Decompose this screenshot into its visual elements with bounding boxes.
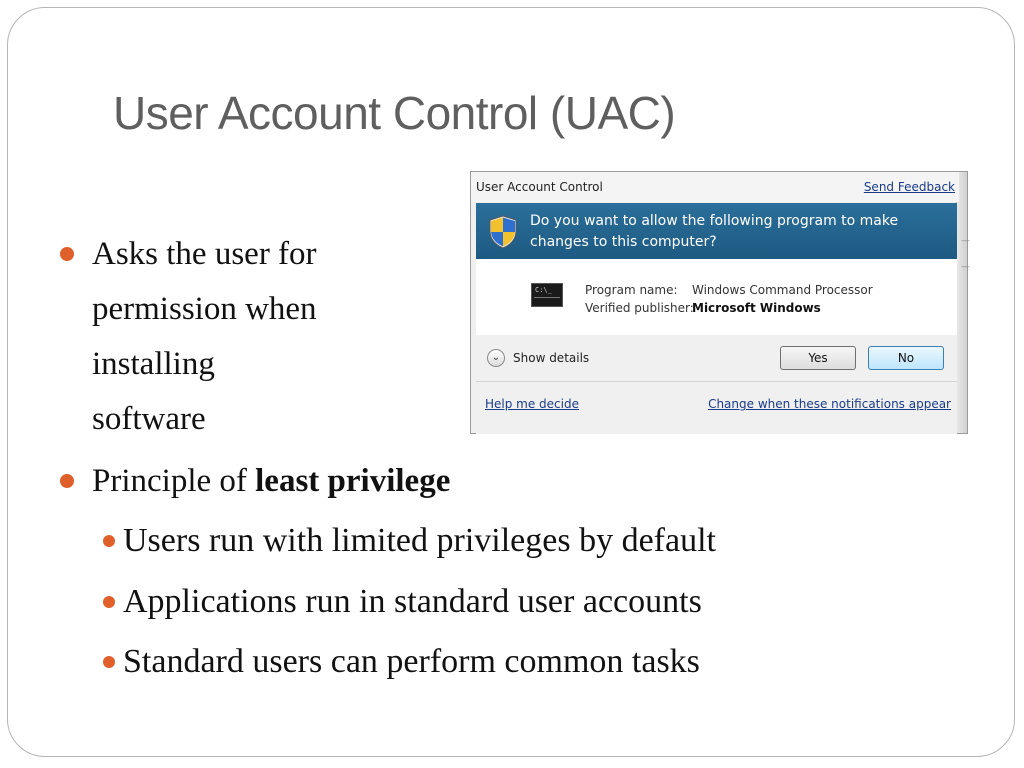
slide-title: User Account Control (UAC) xyxy=(113,87,676,139)
scroll-mark: — xyxy=(961,236,970,246)
dialog-actions xyxy=(476,335,957,381)
bullet-line: Asks the user for xyxy=(92,236,317,272)
sub-bullet-dot xyxy=(103,535,115,547)
bullet-prefix: Principle of xyxy=(92,463,256,499)
no-button[interactable]: No xyxy=(868,346,944,370)
bullet-dot xyxy=(60,247,74,261)
bullet-emphasis: least privilege xyxy=(255,463,451,499)
bullet-text xyxy=(92,227,317,447)
dialog-question: Do you want to allow the following program to make changes to this computer? xyxy=(530,213,899,250)
bullet-text xyxy=(92,454,450,509)
program-name-value: Windows Command Processor xyxy=(692,283,873,297)
command-prompt-icon: C:\_ xyxy=(531,283,563,307)
scroll-mark: — xyxy=(961,262,970,272)
bullet-dot xyxy=(60,474,74,488)
dialog-footer xyxy=(476,382,957,434)
sub-bullet-dot xyxy=(103,656,115,668)
bullet-least-privilege xyxy=(60,454,660,509)
bullet-line: permission when xyxy=(92,291,317,327)
sub-bullet-text: Applications run in standard user accounts xyxy=(123,583,702,620)
dialog-program-info xyxy=(476,259,957,335)
sub-bullet-text: Standard users can perform common tasks xyxy=(123,643,700,680)
dialog-question-banner xyxy=(476,203,957,259)
uac-shield-icon xyxy=(488,215,518,249)
dialog-window-title: User Account Control xyxy=(476,180,603,194)
chevron-down-icon[interactable]: ⌄ xyxy=(487,349,505,367)
show-details-toggle[interactable]: Show details xyxy=(513,351,590,365)
bullet-line: software xyxy=(92,401,206,437)
verified-publisher-value: Microsoft Windows xyxy=(692,301,821,315)
dialog-titlebar xyxy=(471,172,959,202)
verified-publisher-label: Verified publisher: xyxy=(585,301,694,315)
bullet-line: installing xyxy=(92,346,215,382)
change-notifications-link[interactable]: Change when these notifications appear xyxy=(708,397,951,411)
help-me-decide-link[interactable]: Help me decide xyxy=(485,397,579,411)
yes-button[interactable]: Yes xyxy=(780,346,856,370)
bullet-uac-permission xyxy=(60,227,400,447)
program-name-label: Program name: xyxy=(585,283,678,297)
sub-bullet-text: Users run with limited privileges by default xyxy=(123,522,716,559)
uac-dialog xyxy=(470,171,968,434)
send-feedback-link[interactable]: Send Feedback xyxy=(863,180,955,194)
sub-bullet-dot xyxy=(103,596,115,608)
dialog-edge xyxy=(956,172,967,433)
